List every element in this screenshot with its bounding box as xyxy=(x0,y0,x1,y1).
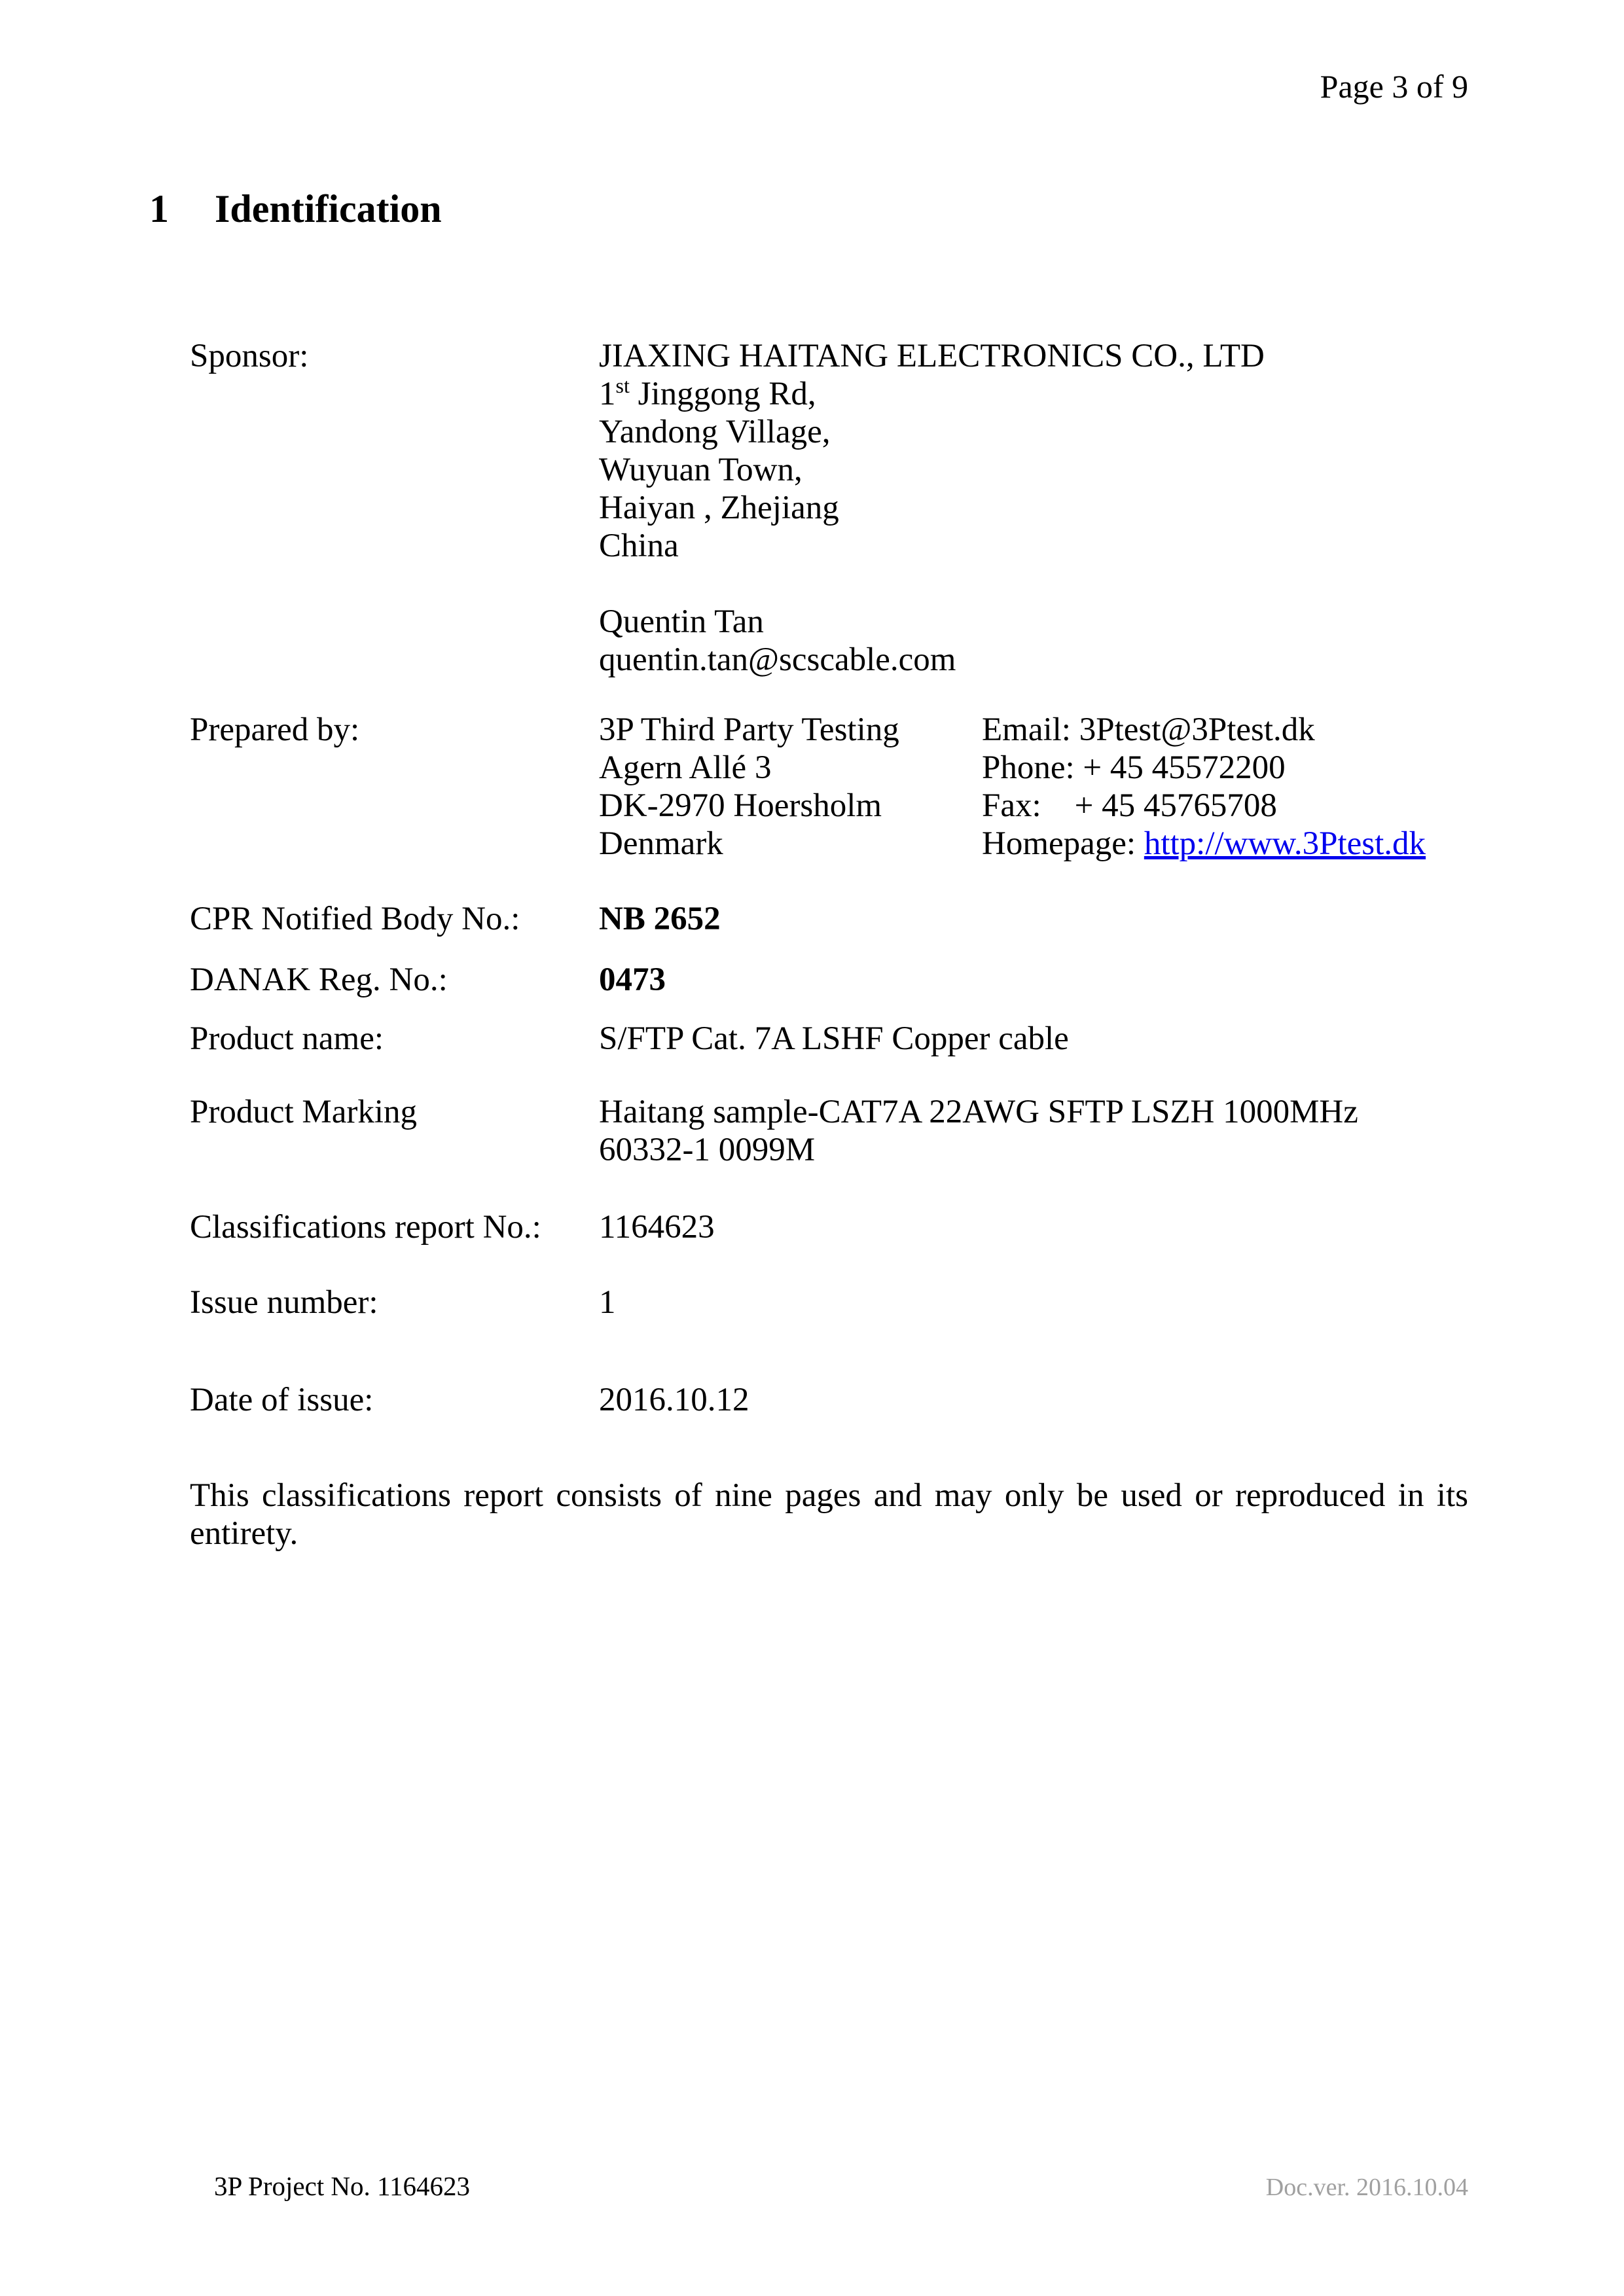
sponsor-address-line: Wuyuan Town, xyxy=(599,452,803,488)
prepared-by-value xyxy=(599,711,1468,863)
footer-project-number: 3P Project No. 1164623 xyxy=(214,2171,471,2201)
sponsor-address-line: Yandong Village, xyxy=(599,414,831,450)
product-marking-value xyxy=(599,1093,1468,1169)
cpr-notified-body-value: NB 2652 xyxy=(599,901,721,937)
classifications-report-row xyxy=(190,1208,1468,1246)
product-marking-row xyxy=(190,1093,1468,1169)
date-of-issue-value: 2016.10.12 xyxy=(599,1382,749,1418)
footer-doc-version: Doc.ver. 2016.10.04 xyxy=(1265,2174,1468,2201)
danak-reg-value: 0473 xyxy=(599,961,666,998)
product-marking-line: 60332-1 0099M xyxy=(599,1132,816,1168)
section-title: Identification xyxy=(215,187,442,230)
ordinal-superscript: st xyxy=(615,374,630,397)
prepared-fax-line: Fax: + 45 45765708 xyxy=(982,787,1277,824)
sponsor-contact-email: quentin.tan@scscable.com xyxy=(599,641,956,678)
homepage-link[interactable]: http://www.3Ptest.dk xyxy=(1144,825,1426,862)
row-label: Classifications report No.: xyxy=(190,1209,541,1246)
page-number: Page 3 of 9 xyxy=(1320,68,1468,105)
entirety-note: This classifications report consists of nine pages and may only be used or reproduced in its entirety. xyxy=(190,1477,1468,1552)
section-heading xyxy=(149,186,442,232)
product-marking-line: Haitang sample-CAT7A 22AWG SFTP LSZH 1000MHz xyxy=(599,1094,1358,1130)
prepared-by-row xyxy=(190,711,1468,863)
prepared-by-address xyxy=(599,711,982,863)
prepared-by-contact xyxy=(982,711,1468,863)
spacer xyxy=(599,565,1468,603)
prepared-phone-line: Phone: + 45 45572200 xyxy=(982,749,1286,786)
sponsor-contact-name: Quentin Tan xyxy=(599,603,764,640)
row-label: CPR Notified Body No.: xyxy=(190,901,520,937)
prepared-email-line: Email: 3Ptest@3Ptest.dk xyxy=(982,711,1315,748)
sponsor-label: Sponsor: xyxy=(190,338,309,374)
product-name-value: S/FTP Cat. 7A LSHF Copper cable xyxy=(599,1020,1069,1057)
section-number: 1 xyxy=(149,187,169,230)
prepared-homepage-line xyxy=(982,825,1468,863)
homepage-label: Homepage: xyxy=(982,825,1144,862)
row-label: Date of issue: xyxy=(190,1382,374,1418)
product-name-row xyxy=(190,1020,1468,1058)
sponsor-company: JIAXING HAITANG ELECTRONICS CO., LTD xyxy=(599,338,1265,374)
prepared-address-line: DK-2970 Hoersholm xyxy=(599,787,882,824)
sponsor-row xyxy=(190,337,1468,679)
prepared-address-line: Denmark xyxy=(599,825,723,862)
row-label: Product name: xyxy=(190,1020,384,1057)
classifications-report-value: 1164623 xyxy=(599,1209,715,1246)
row-label: Product Marking xyxy=(190,1094,418,1130)
danak-reg-row xyxy=(190,961,1468,999)
row-label: Issue number: xyxy=(190,1284,378,1321)
sponsor-value xyxy=(599,337,1468,679)
prepared-address-line: Agern Allé 3 xyxy=(599,749,772,786)
row-label: DANAK Reg. No.: xyxy=(190,961,448,998)
prepared-address-line: 3P Third Party Testing xyxy=(599,711,899,748)
issue-number-value: 1 xyxy=(599,1284,616,1321)
prepared-by-label: Prepared by: xyxy=(190,711,360,748)
sponsor-street: 1st Jinggong Rd, xyxy=(599,374,816,412)
issue-number-row xyxy=(190,1283,1468,1321)
cpr-notified-body-row xyxy=(190,900,1468,938)
sponsor-address-line: China xyxy=(599,528,679,564)
sponsor-address-line: Haiyan , Zhejiang xyxy=(599,490,839,526)
date-of-issue-row xyxy=(190,1381,1468,1419)
